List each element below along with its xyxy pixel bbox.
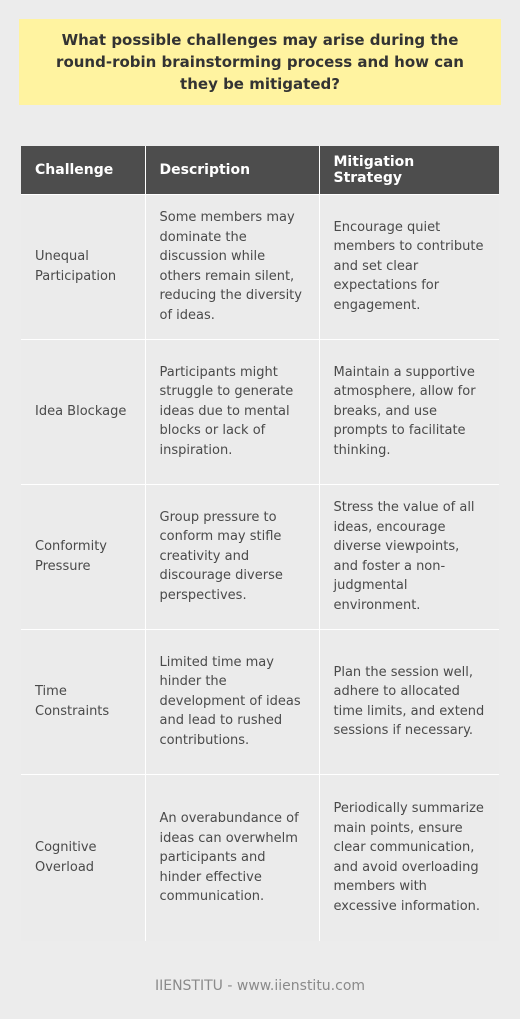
footer-credit: IIENSTITU - www.iienstitu.com [154, 978, 366, 994]
question-box [19, 19, 501, 105]
cell-description: Some members may dominate the discussion while others remain silent, reducing the diversity of ideas. [145, 194, 319, 339]
cell-challenge: Idea Blockage [21, 339, 145, 484]
table-row [21, 484, 499, 629]
cell-description: Limited time may hinder the development of ideas and lead to rushed contributions. [145, 629, 319, 774]
header-mitigation: Mitigation Strategy [319, 146, 499, 194]
cell-description: Group pressure to conform may stifle creativity and discourage diverse perspectives. [145, 484, 319, 629]
cell-challenge: Time Constraints [21, 629, 145, 774]
header-challenge: Challenge [21, 146, 145, 194]
cell-mitigation: Encourage quiet members to contribute and set clear expectations for engagement. [319, 194, 499, 339]
cell-description: An overabundance of ideas can overwhelm participants and hinder effective communication. [145, 774, 319, 941]
table-row [21, 339, 499, 484]
table-row [21, 774, 499, 941]
cell-mitigation: Stress the value of all ideas, encourage diverse viewpoints, and foster a non-judgmental environment. [319, 484, 499, 629]
question-title: What possible challenges may arise during the round-robin brainstorming process and how can they be mitigated? [56, 31, 464, 93]
table-header [21, 146, 499, 194]
table-row [21, 194, 499, 339]
challenges-table [21, 146, 499, 941]
cell-description: Participants might struggle to generate ideas due to mental blocks or lack of inspiration. [145, 339, 319, 484]
cell-challenge: Unequal Participation [21, 194, 145, 339]
cell-challenge: Conformity Pressure [21, 484, 145, 629]
cell-mitigation: Periodically summarize main points, ensure clear communication, and avoid overloading members with excessive information. [319, 774, 499, 941]
cell-mitigation: Plan the session well, adhere to allocated time limits, and extend sessions if necessary. [319, 629, 499, 774]
table-row [21, 629, 499, 774]
cell-mitigation: Maintain a supportive atmosphere, allow for breaks, and use prompts to facilitate thinking. [319, 339, 499, 484]
header-description: Description [145, 146, 319, 194]
header-row [21, 146, 499, 194]
table-body [21, 194, 499, 941]
cell-challenge: Cognitive Overload [21, 774, 145, 941]
